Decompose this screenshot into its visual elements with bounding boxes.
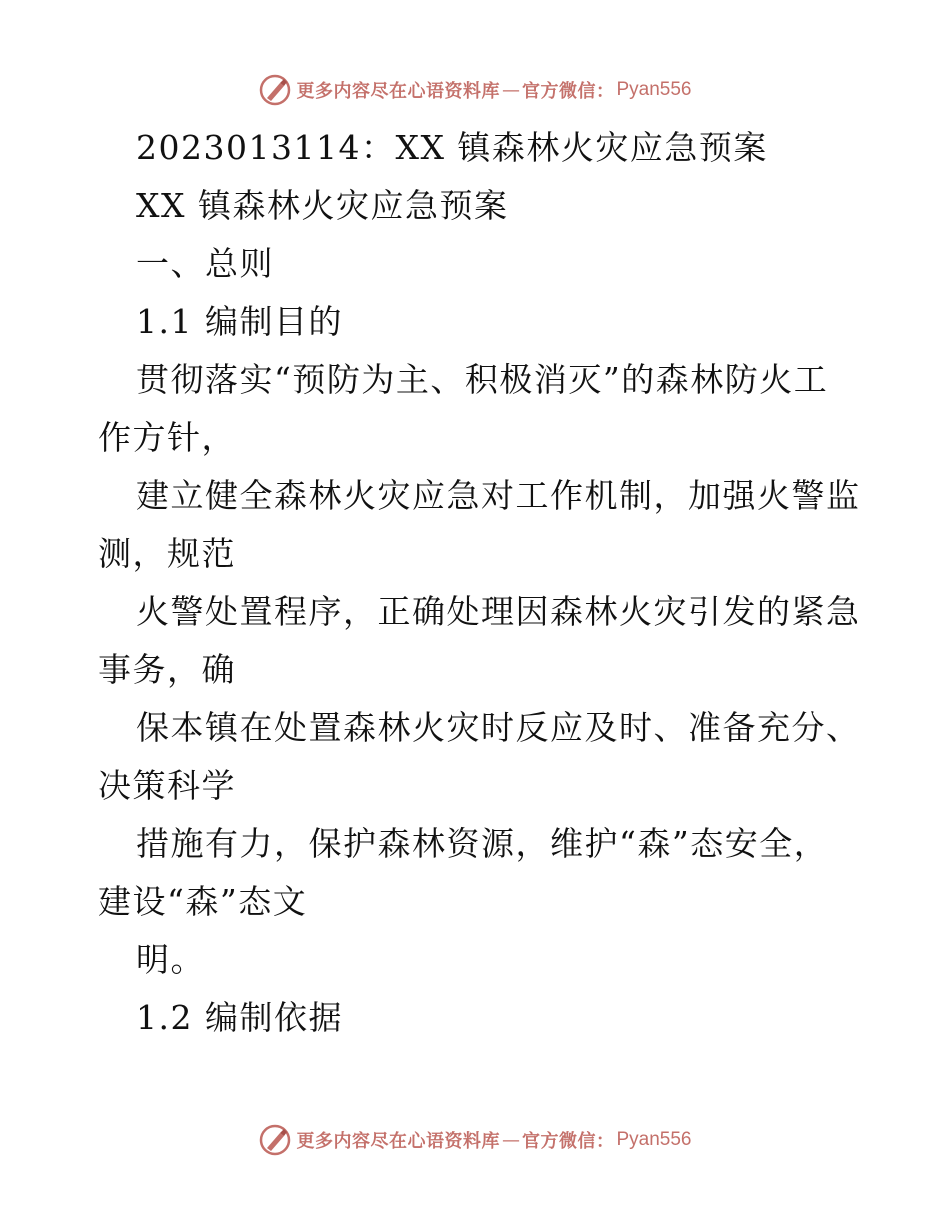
document-title: 2023013114：XX 镇森林火灾应急预案 — [136, 128, 768, 167]
watermark-dash: — — [501, 1129, 520, 1151]
subsection-heading: 1.2 编制依据 — [136, 998, 343, 1037]
subsection-heading: 1.1 编制目的 — [136, 302, 343, 341]
document-body — [98, 119, 861, 1047]
section-heading: 一、总则 — [136, 244, 274, 283]
paragraph-line: 火警处置程序，正确处理因森林火灾引发的紧急 — [136, 592, 861, 631]
paragraph-line: 建设“森”态文 — [98, 882, 308, 921]
watermark-text: 更多内容尽在心语资料库 — [296, 81, 500, 102]
watermark-dash: — — [501, 79, 520, 101]
paragraph-line: 测，规范 — [98, 534, 236, 573]
paragraph-line: 建立健全森林火灾应急对工作机制，加强火警监 — [136, 476, 861, 515]
document-subtitle: XX 镇森林火灾应急预案 — [136, 186, 509, 225]
paragraph-line: 保本镇在处置森林火灾时反应及时、准备充分、 — [136, 708, 861, 747]
pen-logo-icon — [258, 1123, 292, 1157]
header-watermark — [0, 70, 950, 110]
paragraph-line: 决策科学 — [98, 766, 236, 805]
watermark-id: Pyan556 — [616, 1129, 692, 1150]
paragraph-line: 明。 — [136, 940, 205, 979]
footer-watermark — [0, 1120, 950, 1160]
watermark-text: 更多内容尽在心语资料库 — [296, 1131, 500, 1152]
paragraph-line: 事务，确 — [98, 650, 236, 689]
paragraph-line: 措施有力，保护森林资源，维护“森”态安全， — [136, 824, 829, 863]
watermark-id: Pyan556 — [616, 79, 692, 100]
watermark-official: 官方微信： — [521, 1131, 615, 1152]
pen-logo-icon — [258, 73, 292, 107]
watermark-official: 官方微信： — [521, 81, 615, 102]
paragraph-line: 贯彻落实“预防为主、积极消灭”的森林防火工 — [136, 360, 829, 399]
paragraph-line: 作方针， — [98, 418, 236, 457]
